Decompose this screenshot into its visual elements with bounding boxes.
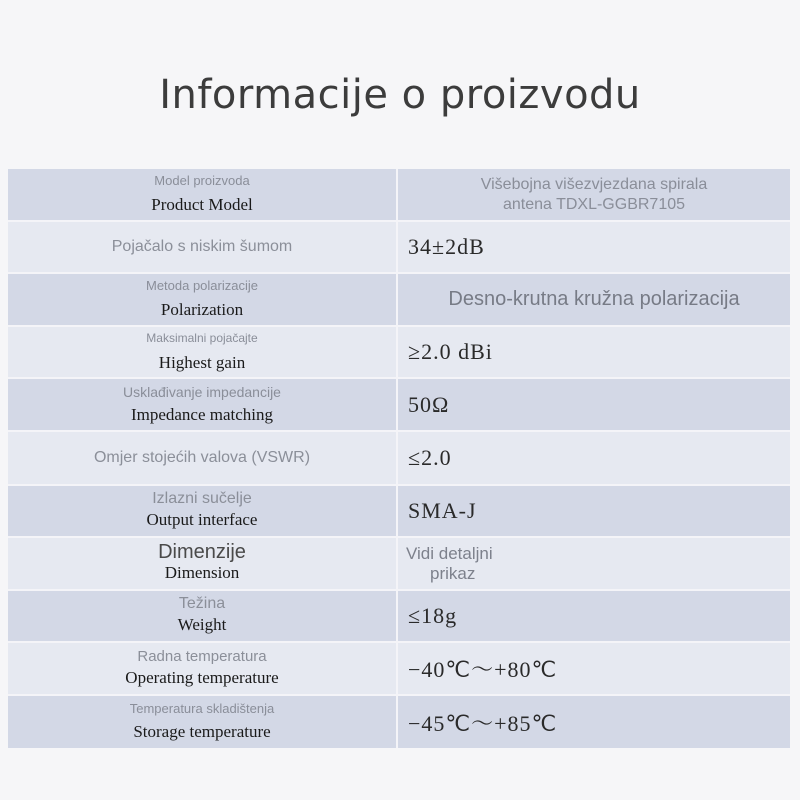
label-croatian: Dimenzije xyxy=(158,540,246,563)
page-title: Informacije o proizvodu xyxy=(159,72,641,118)
value-cell xyxy=(398,327,790,377)
label-cell xyxy=(8,432,398,484)
value-text: ≥2.0 dBi xyxy=(408,339,493,364)
value-cell xyxy=(398,486,790,536)
label-english: Output interface xyxy=(146,510,258,529)
value-cell xyxy=(398,643,790,694)
table-row xyxy=(8,169,790,222)
value-cell xyxy=(398,696,790,748)
label-english: Weight xyxy=(177,615,227,634)
label-english: Operating temperature xyxy=(125,667,279,687)
value-text: Višebojna višezvjezdana spirala xyxy=(480,175,708,193)
value-cell xyxy=(398,591,790,641)
product-info-table xyxy=(8,169,790,748)
label-cell xyxy=(8,696,398,748)
value-cell xyxy=(398,379,790,430)
label-cell xyxy=(8,486,398,536)
value-text: ≤18g xyxy=(408,603,458,628)
label-english: Dimension xyxy=(164,562,240,582)
table-row xyxy=(8,222,790,274)
label-cell xyxy=(8,222,398,272)
label-cell xyxy=(8,591,398,641)
table-row xyxy=(8,327,790,379)
value-cell xyxy=(398,432,790,484)
label-english: Highest gain xyxy=(158,353,246,372)
table-row xyxy=(8,696,790,748)
value-text: ≤2.0 xyxy=(408,445,452,470)
label-cell xyxy=(8,538,398,589)
label-english: Polarization xyxy=(160,300,244,319)
value-text: SMA-J xyxy=(408,498,477,523)
label-croatian: Pojačalo s niskim šumom xyxy=(111,238,293,255)
label-croatian: Usklađivanje impedancije xyxy=(123,383,281,400)
label-croatian: Izlazni sučelje xyxy=(152,490,252,507)
table-row xyxy=(8,538,790,591)
table-row xyxy=(8,643,790,696)
label-cell xyxy=(8,327,398,377)
value-text: −45℃～+85℃ xyxy=(408,710,558,736)
label-cell xyxy=(8,169,398,220)
label-croatian: Metoda polarizacije xyxy=(145,278,258,293)
value-text: 50Ω xyxy=(408,391,450,417)
label-croatian: Radna temperatura xyxy=(137,647,267,665)
label-cell xyxy=(8,274,398,325)
value-cell xyxy=(398,538,790,589)
value-text: −40℃～+80℃ xyxy=(408,657,558,682)
table-row xyxy=(8,274,790,327)
label-croatian: Model proizvoda xyxy=(154,173,250,188)
table-row xyxy=(8,379,790,432)
label-cell xyxy=(8,379,398,430)
table-row xyxy=(8,432,790,486)
label-english: Impedance matching xyxy=(130,404,274,424)
label-croatian: Omjer stojećih valova (VSWR) xyxy=(93,449,311,466)
value-cell xyxy=(398,222,790,272)
value-text: Vidi detaljni xyxy=(406,543,493,563)
label-english: Product Model xyxy=(151,195,253,214)
value-cell xyxy=(398,274,790,325)
table-row xyxy=(8,591,790,643)
value-text: Desno-krutna kružna polarizacija xyxy=(448,288,740,310)
value-text: antena TDXL-GGBR7105 xyxy=(502,195,686,213)
value-cell xyxy=(398,169,790,220)
label-english: Storage temperature xyxy=(133,722,271,741)
table-row xyxy=(8,486,790,538)
label-cell xyxy=(8,643,398,694)
label-croatian: Temperatura skladištenja xyxy=(129,701,275,716)
label-croatian: Težina xyxy=(178,595,226,612)
value-text: 34±2dB xyxy=(408,234,485,259)
value-text: prikaz xyxy=(430,563,476,583)
label-croatian: Maksimalni pojačajte xyxy=(146,331,258,345)
